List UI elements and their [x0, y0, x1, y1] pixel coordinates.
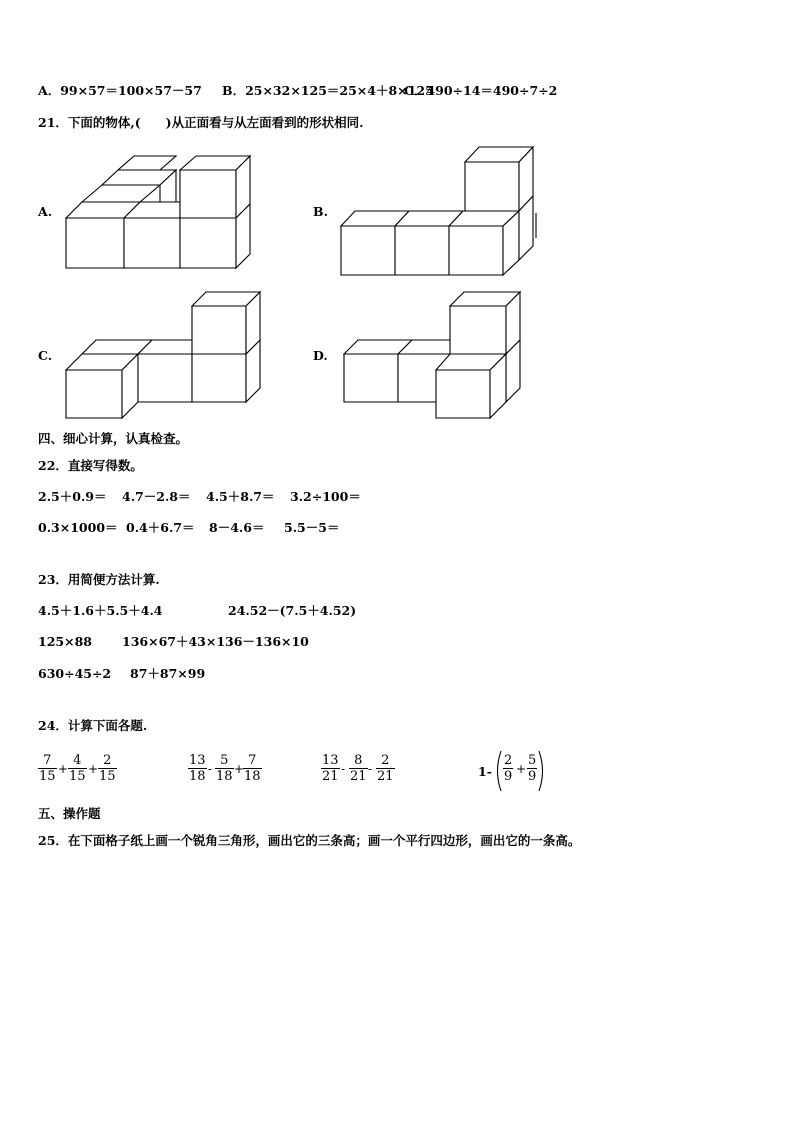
- q23-item-3: 125×88: [38, 634, 92, 649]
- q24-e4-right-paren: [538, 750, 546, 792]
- q25-stem: 25．在下面格子纸上画一个锐角三角形，画出它的三条高；画一个平行四边形，画出它的一条高。: [38, 833, 581, 848]
- q24-e1-frac2: 4 15: [69, 753, 86, 784]
- q24-e4-left-paren: [494, 750, 502, 792]
- option-c: C．490÷14＝490÷7÷2: [404, 83, 558, 98]
- q24-e4-lead: 1-: [478, 764, 492, 779]
- q24-e1-op1: +: [58, 762, 69, 776]
- section4-title: 四、细心计算，认真检查。: [38, 431, 189, 446]
- q24-e2-frac2: 5 18: [216, 753, 233, 784]
- q22-r2-3: 8－4.6＝: [209, 520, 265, 535]
- q24-e1-op2: +: [88, 762, 99, 776]
- q24-e2-frac3: 7 18: [244, 753, 261, 784]
- q21-stem: 21．下面的物体,( )从正面看与从左面看到的形状相同.: [38, 115, 364, 130]
- q23-item-4: 136×67＋43×136－136×10: [122, 634, 309, 649]
- q21-label-d: D.: [313, 348, 328, 363]
- q24-e2-frac1: 13 18: [189, 753, 206, 784]
- section5-title: 五、操作题: [38, 806, 101, 821]
- q24-e3-frac1: 13 21: [322, 753, 339, 784]
- q24-e2-op2: +: [234, 762, 245, 776]
- q22-r1-2: 4.7－2.8＝: [122, 489, 191, 504]
- cube-figure-c: [60, 288, 270, 423]
- q21-label-c: C.: [38, 348, 53, 363]
- q22-stem: 22．直接写得数。: [38, 458, 143, 473]
- q22-r1-4: 3.2÷100＝: [290, 489, 361, 504]
- q22-r1-3: 4.5＋8.7＝: [206, 489, 275, 504]
- q24-e3-op1: -: [341, 762, 346, 776]
- option-a: A．99×57＝100×57－57: [38, 83, 202, 98]
- q24-e3-frac2: 8 21: [350, 753, 367, 784]
- q24-e3-op2: -: [368, 762, 373, 776]
- q24-e4-frac1: 2 9: [504, 753, 513, 784]
- q24-e3-frac3: 2 21: [377, 753, 394, 784]
- cube-figure-d: [338, 288, 538, 423]
- q22-r2-2: 0.4＋6.7＝: [126, 520, 195, 535]
- q23-item-2: 24.52－(7.5＋4.52): [228, 603, 357, 618]
- q24-e4-op1: +: [516, 762, 527, 776]
- q24-e2-op1: -: [208, 762, 213, 776]
- q24-e4-frac2: 5 9: [528, 753, 537, 784]
- q23-item-1: 4.5＋1.6＋5.5＋4.4: [38, 603, 163, 618]
- q24-e1-frac1: 7 15: [39, 753, 56, 784]
- q22-r2-4: 5.5－5＝: [284, 520, 340, 535]
- q23-item-5: 630÷45÷2: [38, 666, 112, 681]
- cube-figure-a: [60, 150, 260, 280]
- q23-item-6: 87＋87×99: [130, 666, 206, 681]
- option-b: B．25×32×125＝25×4＋8×125: [222, 83, 434, 98]
- q21-label-a: A.: [38, 204, 53, 219]
- q24-stem: 24．计算下面各题.: [38, 718, 148, 733]
- cube-figure-b: [335, 143, 545, 278]
- q21-label-b: B.: [313, 204, 328, 219]
- q22-r2-1: 0.3×1000＝: [38, 520, 118, 535]
- q22-r1-1: 2.5＋0.9＝: [38, 489, 107, 504]
- q23-stem: 23．用简便方法计算.: [38, 572, 160, 587]
- q24-e1-frac3: 2 15: [99, 753, 116, 784]
